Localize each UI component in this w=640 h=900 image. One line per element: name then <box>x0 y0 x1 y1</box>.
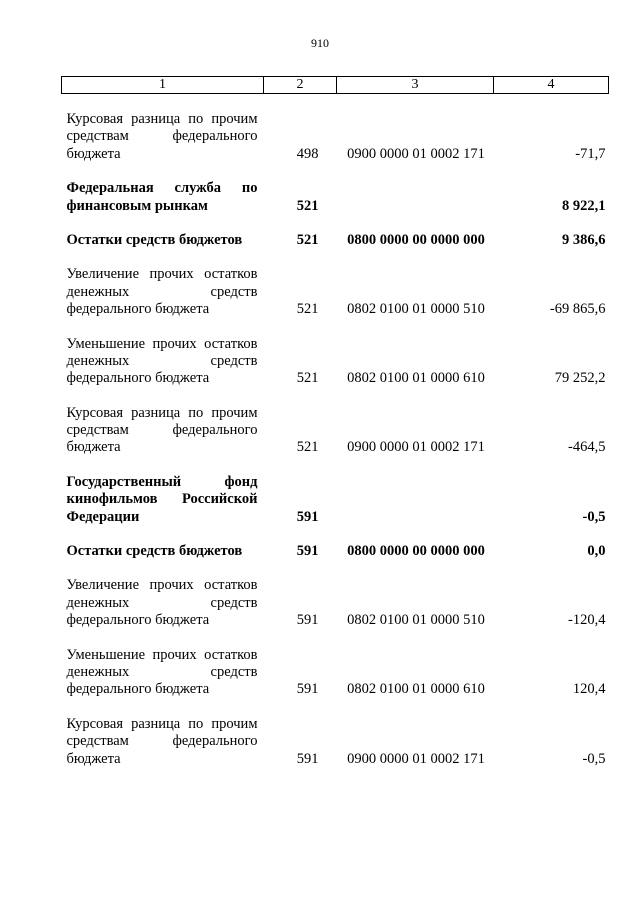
admin-code: 521 <box>296 301 319 318</box>
table-row <box>62 319 609 388</box>
item-name: Уменьшение прочих остатков денежных средств федерального бюджета <box>66 646 258 698</box>
item-name: Остатки средств бюджетов <box>66 543 243 560</box>
classification-code <box>337 457 494 526</box>
amount: -120,4 <box>568 612 606 629</box>
table-row <box>62 388 609 457</box>
item-name: Увеличение прочих остатков денежных средств федерального бюджета <box>66 266 258 318</box>
admin-code: 591 <box>296 612 319 629</box>
table-row <box>62 560 609 629</box>
item-name: Курсовая разница по прочим средствам федерального бюджета <box>66 715 258 767</box>
table-row <box>62 457 609 526</box>
table-row <box>62 526 609 560</box>
admin-code: 591 <box>296 508 319 525</box>
header-col-1: 1 <box>62 77 264 94</box>
classification-code: 0900 0000 01 0002 171 <box>347 750 485 767</box>
amount: -0,5 <box>582 750 606 767</box>
item-name: Остатки средств бюджетов <box>66 231 243 248</box>
amount: -69 865,6 <box>549 301 606 318</box>
amount: 0,0 <box>587 543 606 560</box>
item-name: Курсовая разница по прочим средствам федерального бюджета <box>66 404 258 456</box>
classification-code: 0802 0100 01 0000 510 <box>347 301 485 318</box>
amount: 9 386,6 <box>562 231 606 248</box>
classification-code <box>337 163 494 215</box>
admin-code: 521 <box>296 439 319 456</box>
table-header <box>62 77 609 94</box>
table-row <box>62 94 609 164</box>
amount: -464,5 <box>568 439 606 456</box>
page-number: 910 <box>311 36 329 50</box>
table-row <box>62 249 609 318</box>
admin-code: 521 <box>296 197 319 214</box>
table-row <box>62 215 609 249</box>
admin-code: 498 <box>296 145 319 162</box>
amount: 120,4 <box>572 681 606 698</box>
classification-code: 0800 0000 00 0000 000 <box>347 231 485 248</box>
amount: -0,5 <box>582 508 606 525</box>
classification-code: 0900 0000 01 0002 171 <box>347 145 485 162</box>
item-name: Федеральная служба по финансовым рынкам <box>66 180 258 214</box>
admin-code: 591 <box>296 681 319 698</box>
admin-code: 591 <box>296 543 319 560</box>
admin-code: 521 <box>296 370 319 387</box>
classification-code: 0800 0000 00 0000 000 <box>347 543 485 560</box>
table-row <box>62 163 609 215</box>
amount: -71,7 <box>575 145 606 162</box>
header-col-4: 4 <box>494 77 609 94</box>
admin-code: 591 <box>296 750 319 767</box>
amount: 8 922,1 <box>562 197 606 214</box>
table-row <box>62 699 609 768</box>
table-body <box>62 94 609 768</box>
table-row <box>62 630 609 699</box>
budget-table <box>61 76 609 768</box>
item-name: Уменьшение прочих остатков денежных средств федерального бюджета <box>66 335 258 387</box>
classification-code: 0802 0100 01 0000 610 <box>347 370 485 387</box>
admin-code: 521 <box>296 231 319 248</box>
classification-code: 0900 0000 01 0002 171 <box>347 439 485 456</box>
header-col-3: 3 <box>337 77 494 94</box>
item-name: Увеличение прочих остатков денежных средств федерального бюджета <box>66 577 258 629</box>
header-row <box>62 77 609 94</box>
item-name: Государственный фонд кинофильмов Российской Федерации <box>66 473 258 525</box>
classification-code: 0802 0100 01 0000 610 <box>347 681 485 698</box>
classification-code: 0802 0100 01 0000 510 <box>347 612 485 629</box>
amount: 79 252,2 <box>554 370 606 387</box>
header-col-2: 2 <box>264 77 337 94</box>
item-name: Курсовая разница по прочим средствам федерального бюджета <box>66 111 258 162</box>
